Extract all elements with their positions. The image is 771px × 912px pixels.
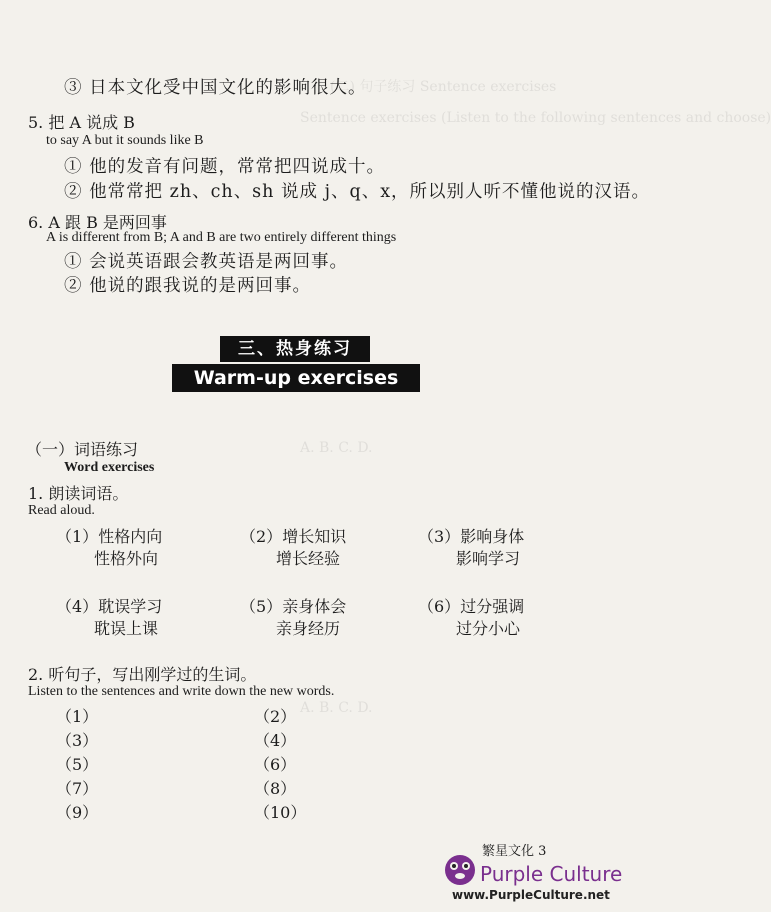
blank-label: （5） <box>56 755 99 774</box>
bleed-through-text: (二) 句子练习 Sentence exercises <box>330 79 557 95</box>
banner-chinese-title: 三、热身练习 <box>220 336 370 362</box>
word-b: 增长经验 <box>276 549 341 568</box>
blank-label: （3） <box>56 731 99 750</box>
word-a: 过分强调 <box>460 597 525 616</box>
question-2-english: Listen to the sentences and write down the new words. <box>28 684 335 699</box>
word-group-3 <box>418 524 524 547</box>
blank-label: （4） <box>254 731 297 750</box>
section-banner <box>172 336 420 398</box>
pattern-6-title: 6. A 跟 B 是两回事 <box>28 213 167 232</box>
word-group-5 <box>240 594 346 617</box>
panda-logo-icon <box>442 850 478 890</box>
banner-english-title: Warm-up exercises <box>172 364 420 392</box>
word-a: 亲身体会 <box>282 597 347 616</box>
word-b: 亲身经历 <box>276 619 341 638</box>
word-group-2 <box>240 524 346 547</box>
blank-label: （9） <box>56 803 99 822</box>
word-group-number: （1） <box>56 527 99 546</box>
word-a: 性格内向 <box>98 527 163 546</box>
bleed-through-text: Sentence exercises (Listen to the following sentences and choose) <box>300 110 771 126</box>
word-group-4 <box>56 594 162 617</box>
word-b: 影响学习 <box>456 549 521 568</box>
pattern-5-title: 5. 把 A 说成 B <box>28 113 135 132</box>
logo-url: www.PurpleCulture.net <box>452 888 610 902</box>
word-group-number: （6） <box>418 597 461 616</box>
blank-label: （1） <box>56 707 99 726</box>
blank-label: （7） <box>56 779 99 798</box>
word-a: 影响身体 <box>460 527 525 546</box>
pattern-6-example-2: ② 他说的跟我说的是两回事。 <box>64 276 312 296</box>
word-group-number: （2） <box>240 527 283 546</box>
blank-label: （6） <box>254 755 297 774</box>
word-b: 性格外向 <box>94 549 159 568</box>
pattern-6-example-1: ① 会说英语跟会教英语是两回事。 <box>64 252 349 272</box>
question-1-title: 1. 朗读词语。 <box>28 484 129 503</box>
pattern-5-example-1: ① 他的发音有问题，常常把四说成十。 <box>64 157 386 177</box>
word-b: 耽误上课 <box>94 619 159 638</box>
pattern-6-english: A is different from B; A and B are two entirely different things <box>46 230 397 245</box>
bleed-through-text: A. B. C. D. <box>300 700 373 716</box>
pattern-5-english: to say A but it sounds like B <box>46 133 204 148</box>
pattern-5-example-2: ② 他常常把 zh、ch、sh 说成 j、q、x，所以别人听不懂他说的汉语。 <box>64 182 651 202</box>
word-group-number: （5） <box>240 597 283 616</box>
word-group-number: （3） <box>418 527 461 546</box>
word-group-6 <box>418 594 524 617</box>
bleed-through-text: A. B. C. D. <box>300 440 373 456</box>
blank-label: （2） <box>254 707 297 726</box>
example-sentence-3: ③ 日本文化受中国文化的影响很大。 <box>64 78 367 98</box>
word-group-1 <box>56 524 162 547</box>
word-group-number: （4） <box>56 597 99 616</box>
part-heading: （一）词语练习 <box>26 440 139 459</box>
part-heading-english: Word exercises <box>64 460 155 475</box>
question-2-title: 2. 听句子，写出刚学过的生词。 <box>28 665 257 684</box>
word-b: 过分小心 <box>456 619 521 638</box>
blank-label: （10） <box>254 803 307 822</box>
word-a: 耽误学习 <box>98 597 163 616</box>
question-1-english: Read aloud. <box>28 503 95 518</box>
page-number: 繁星文化 3 <box>482 844 547 859</box>
purple-culture-watermark <box>440 848 623 908</box>
blank-label: （8） <box>254 779 297 798</box>
word-a: 增长知识 <box>282 527 347 546</box>
logo-name: Purple Culture <box>480 862 623 886</box>
